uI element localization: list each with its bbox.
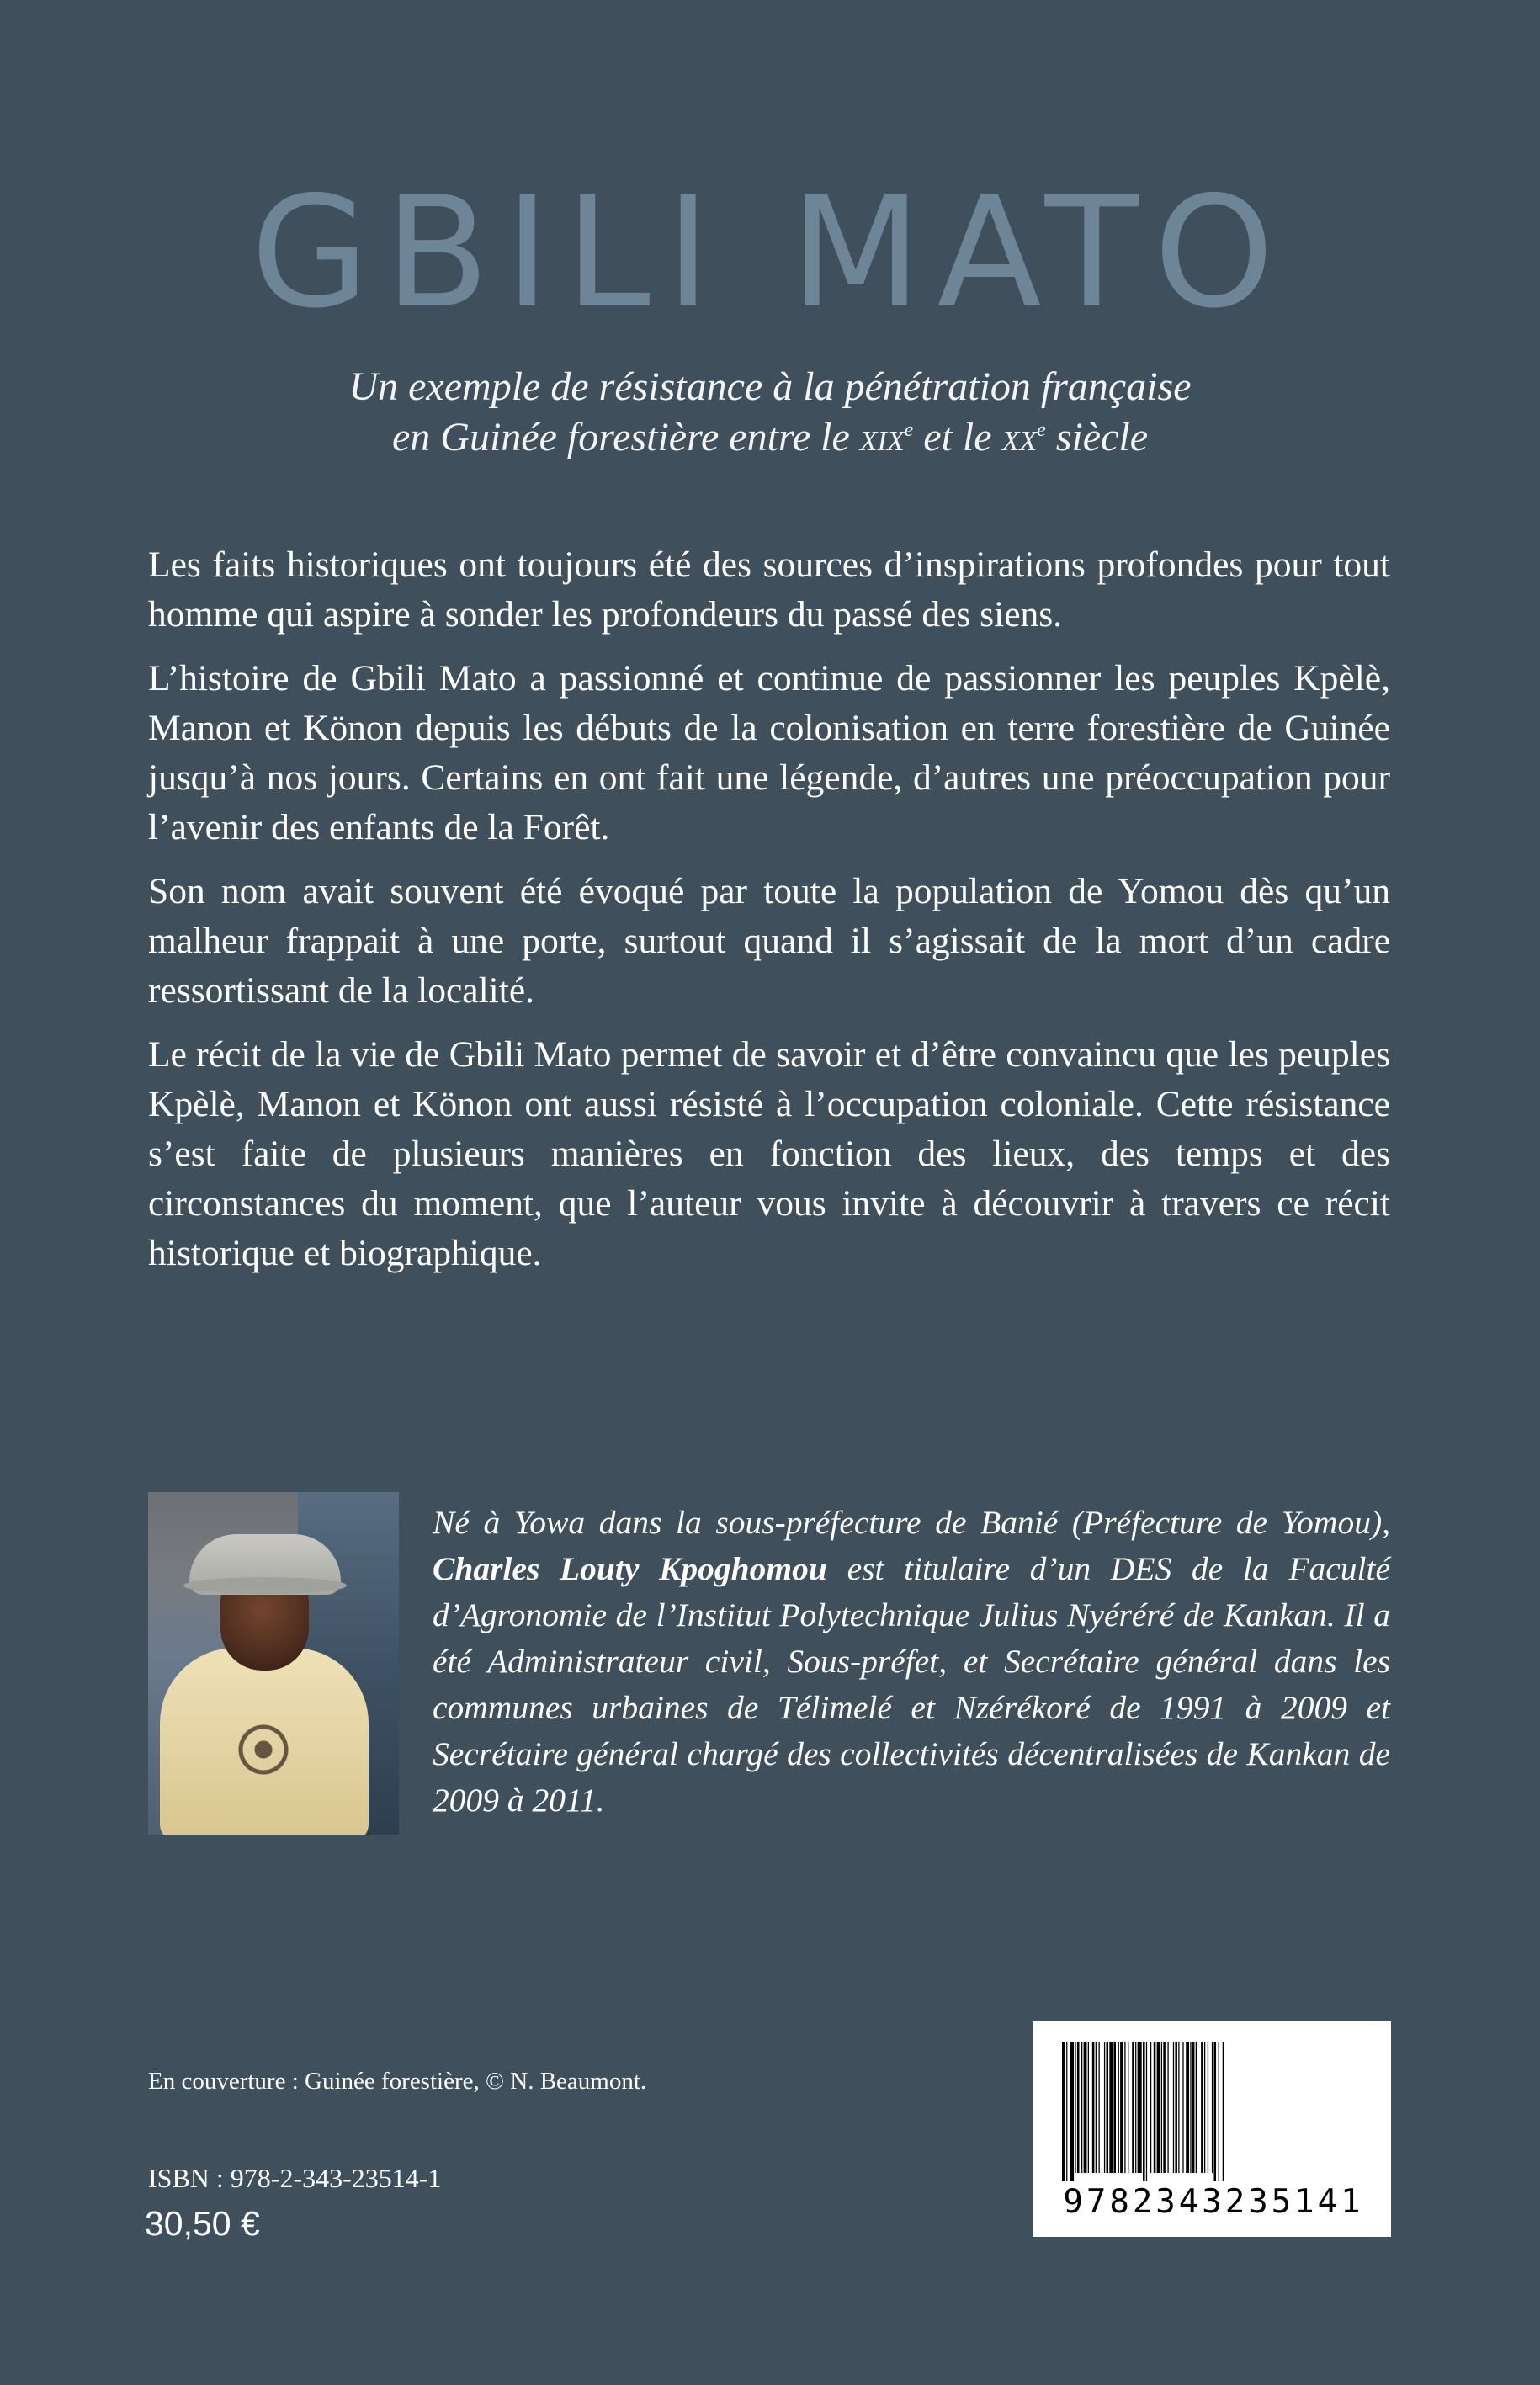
barcode-bar-25 — [1154, 2042, 1156, 2173]
barcode-bar-34 — [1186, 2042, 1189, 2173]
isbn: ISBN : 978-2-343-23514-1 — [148, 2163, 442, 2193]
summary-paragraph: Son nom avait souvent été évoqué par toute la population de Yomou dès qu’un malheur frappait à une porte, surtout quand il s’agissait de la mort d’un cadre ressortissant de la localité. — [148, 871, 1390, 1011]
barcode-bar-27 — [1161, 2042, 1162, 2173]
book-subtitle — [0, 362, 1540, 463]
barcode-bar-31 — [1175, 2042, 1177, 2173]
barcode-bar-23 — [1146, 2042, 1147, 2181]
barcode-bar-1 — [1066, 2042, 1067, 2181]
barcode-bar-42 — [1213, 2042, 1216, 2181]
author-photo — [148, 1492, 399, 1835]
barcode-bar-2 — [1070, 2042, 1074, 2181]
subtitle-line-2 — [0, 412, 1540, 463]
barcode-bar-33 — [1182, 2042, 1183, 2173]
barcode-box — [1033, 2021, 1391, 2237]
barcode-bar-8 — [1092, 2042, 1095, 2173]
barcode-bar-17 — [1124, 2042, 1125, 2173]
barcode-bar-6 — [1084, 2042, 1087, 2173]
barcode-bar-32 — [1178, 2042, 1179, 2173]
barcode-bar-9 — [1096, 2042, 1097, 2173]
barcode — [1062, 2042, 1366, 2181]
barcode-bar-12 — [1106, 2042, 1108, 2173]
barcode-bar-35 — [1190, 2042, 1191, 2173]
author-bio — [433, 1500, 1390, 1824]
barcode-bar-30 — [1173, 2042, 1174, 2173]
barcode-bar-7 — [1088, 2042, 1089, 2173]
price: 30,50 € — [145, 2204, 260, 2243]
barcode-number: 9782343235141 — [1063, 2183, 1364, 2221]
subtitle-line-2-end: siècle — [1045, 415, 1149, 459]
barcode-bar-13 — [1109, 2042, 1113, 2173]
subtitle-line-1: Un exemple de résistance à la pénétration française — [348, 364, 1192, 409]
barcode-bar-21 — [1138, 2042, 1142, 2173]
author-bio-details: est titulaire d’un DES de la Faculté d’Agronomie de l’Institut Polytechnique Julius Nyéréré de Kankan. Il a été Administrateur civil, Sous-préfet, et Secrétaire général dans les communes urbaines de Télimelé et Nzérékoré de 1991 à 2009 et Secrétaire général chargé des collectivités décentralisées de Kankan de 2009 à 2011. — [433, 1550, 1390, 1819]
barcode-bar-22 — [1143, 2042, 1145, 2181]
summary-paragraph: L’histoire de Gbili Mato a passionné et continue de passionner les peuples Kpèlè, Manon et Könon depuis les débuts de la colonisation en terre forestière de Guinée jusqu’à nos jours. Certains en ont fait une légende, d’autres une préoccupation pour l’avenir des enfants de la Forêt. — [148, 658, 1390, 847]
barcode-bar-29 — [1167, 2042, 1168, 2173]
barcode-bar-41 — [1212, 2042, 1213, 2173]
author-name: Charles Louty Kpoghomou — [433, 1550, 827, 1587]
barcode-bar-26 — [1157, 2042, 1160, 2173]
barcode-bar-28 — [1163, 2042, 1166, 2173]
author-bio-intro: Né à Yowa dans la sous-préfecture de Banié (Préfecture de Yomou), — [433, 1504, 1390, 1541]
barcode-bar-38 — [1201, 2042, 1203, 2173]
century-19: xix — [859, 415, 905, 459]
summary-paragraph: Le récit de la vie de Gbili Mato permet de savoir et d’être convaincu que les peuples Kpèlè, Manon et Könon ont aussi résisté à l’occupation coloniale. Cette résistance s’est faite de plusieurs manières en fonction des lieux, des temps et des circonstances du moment, que l’auteur vous invite à découvrir à travers ce récit historique et biographique. — [148, 1034, 1390, 1273]
subtitle-line-2-start: en Guinée forestière entre le — [391, 415, 860, 459]
barcode-bar-0 — [1062, 2042, 1065, 2181]
barcode-bar-39 — [1204, 2042, 1205, 2173]
book-summary — [148, 540, 1390, 1293]
barcode-bar-11 — [1104, 2042, 1105, 2173]
barcode-bar-20 — [1135, 2042, 1136, 2173]
cover-credit: En couverture : Guinée forestière, © N. Beaumont. — [148, 2068, 647, 2095]
summary-paragraph: Les faits historiques ont toujours été des sources d’inspirations profondes pour tout homme qui aspire à sonder les profondeurs du passé des siens. — [148, 544, 1390, 635]
subtitle-line-2-middle: et le — [913, 415, 1002, 459]
century-20: xx — [1001, 415, 1038, 459]
barcode-bar-36 — [1192, 2042, 1195, 2173]
barcode-bar-16 — [1120, 2042, 1123, 2173]
barcode-bar-4 — [1077, 2042, 1080, 2173]
barcode-bar-15 — [1118, 2042, 1119, 2173]
book-title: GBILI MATO — [250, 163, 1290, 342]
barcode-bar-10 — [1099, 2042, 1100, 2173]
century-19-suffix: e — [904, 419, 914, 441]
barcode-bar-19 — [1132, 2042, 1134, 2173]
century-20-suffix: e — [1037, 419, 1046, 441]
barcode-bar-24 — [1150, 2042, 1151, 2173]
photo-hat-brim — [183, 1577, 347, 1594]
barcode-bar-14 — [1113, 2042, 1116, 2173]
barcode-bar-44 — [1223, 2042, 1224, 2181]
barcode-bar-37 — [1196, 2042, 1197, 2173]
photo-shirt-pattern — [209, 1699, 318, 1800]
barcode-bar-5 — [1081, 2042, 1082, 2173]
